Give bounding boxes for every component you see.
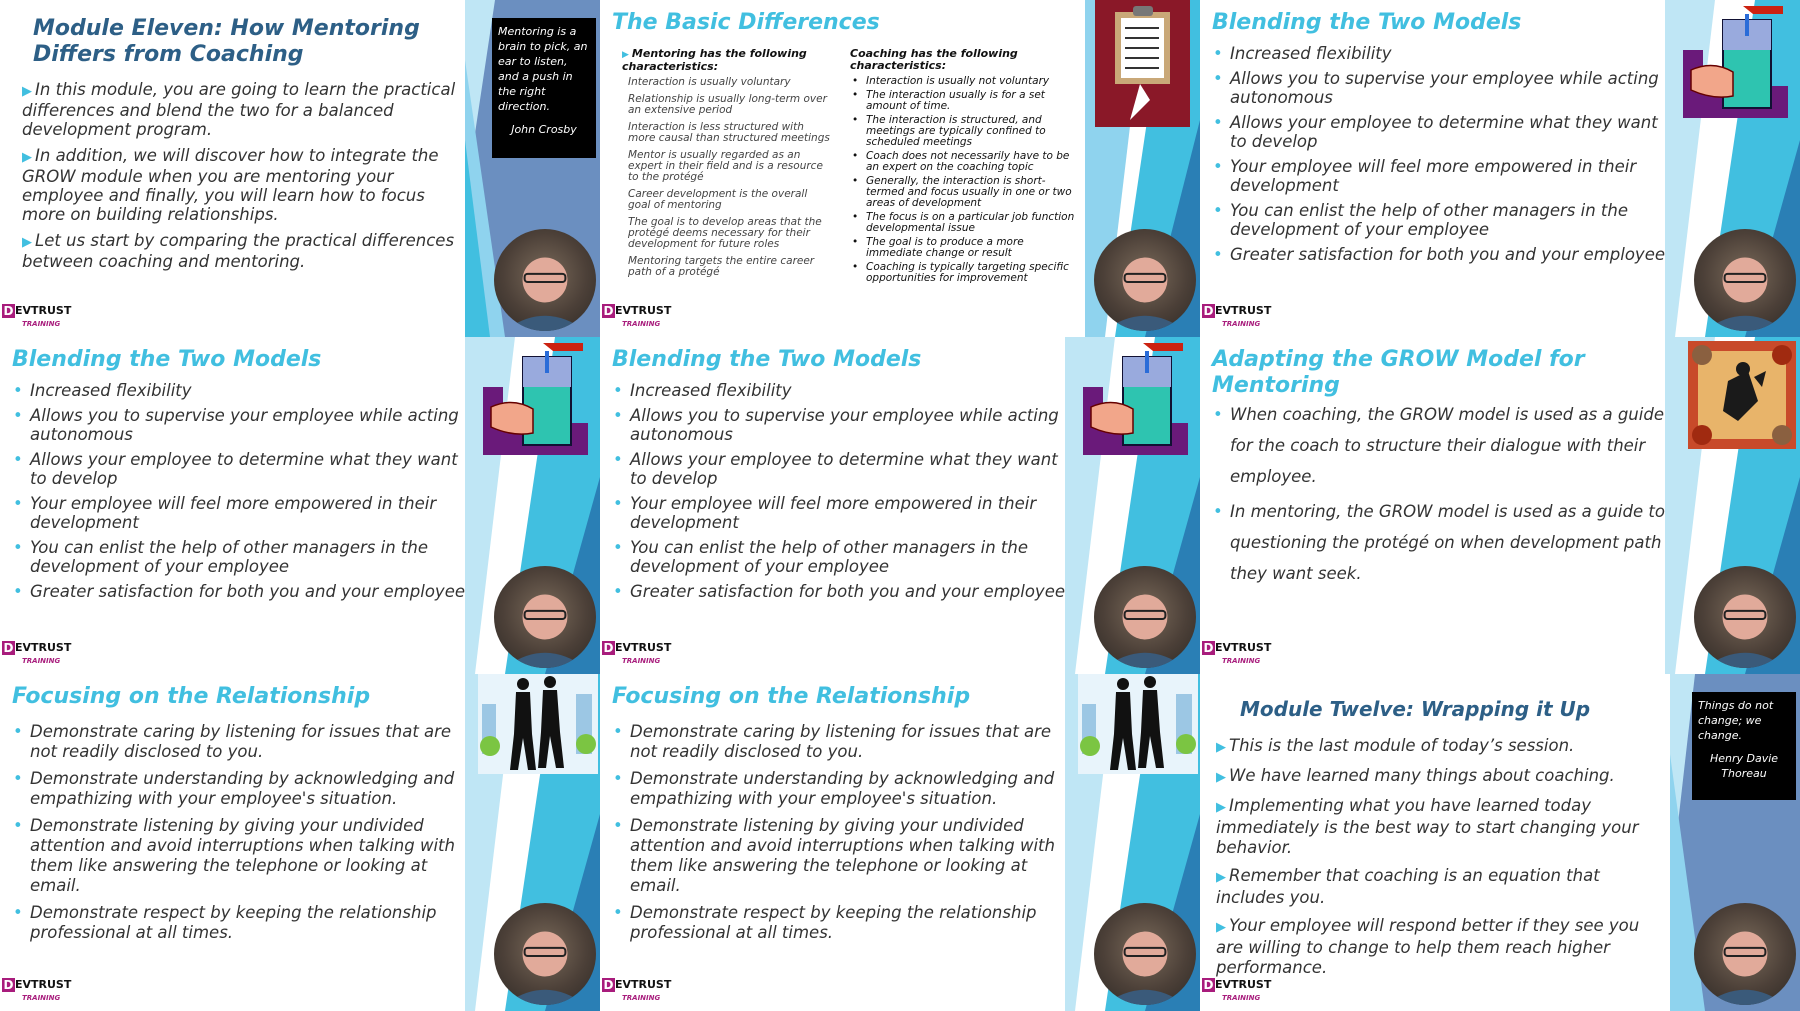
list-item: • Demonstrate understanding by acknowledging and empathizing with your employee's situation. [10,769,470,809]
devtrust-logo: D $^{EVTRUST}$ TRAINING [3,641,72,665]
list-item: • Greater satisfaction for both you and your employee [610,582,1070,601]
list-item: • Allows you to supervise your employee while acting autonomous [1210,69,1670,107]
list-item: • Demonstrate listening by giving your undivided attention and avoid interruptions when talking with them like answering the telephone or looking at email. [610,816,1070,896]
slide-title: Module Twelve: Wrapping it Up [1240,697,1591,721]
list-item: • Allows your employee to determine what they want to develop [1210,113,1670,151]
slide-title: Blending the Two Models [1212,10,1522,35]
list-item: • You can enlist the help of other managers in the development of your employee [610,538,1070,576]
list-item: • Greater satisfaction for both you and your employee [1210,245,1670,264]
slide-title: Module Eleven: How Mentoring Differs from Coaching [33,16,420,67]
paragraph: ▶ In addition, we will discover how to integrate the GROW module when you are mentoring your employee and finally, you will learn how to focus more on building relationships. [22,146,439,224]
presenter-webcam [1694,229,1796,331]
list-item: • Increased flexibility [610,381,1070,400]
list-item: • Demonstrate caring by listening for issues that are not readily disclosed to you. [10,722,470,762]
mentoring-header: ▶ Mentoring has the following characteristics: [622,47,807,73]
paragraph: ▶ This is the last module of today’s session. [1216,736,1575,755]
quote-text: Things do not change; we change. [1698,699,1774,742]
coaching-list [850,76,1080,284]
list-item: • Demonstrate respect by keeping the relationship professional at all times. [610,903,1070,943]
list-item: • Demonstrate caring by listening for issues that are not readily disclosed to you. [610,722,1070,762]
slide-title: Blending the Two Models [612,347,922,372]
slide-title: Focusing on the Relationship [12,684,371,709]
bullet-list [10,381,470,607]
quote-author: John Crosby [511,123,577,136]
list-item: • Coach does not necessarily have to be an expert on the coaching topic [850,151,1080,173]
list-item: • Demonstrate respect by keeping the relationship professional at all times. [10,903,470,943]
paragraph: ▶ We have learned many things about coaching. [1216,766,1615,785]
slide-basic-differences[interactable] [600,0,1200,337]
slide-blending-models[interactable] [1200,0,1800,337]
quote-box [492,18,596,158]
list-item: Mentor is usually regarded as an expert in their field and is a resource to the protégé [628,149,823,183]
list-item: • Allows you to supervise your employee while acting autonomous [610,406,1070,444]
list-item: Interaction is usually voluntary [628,76,791,88]
list-item: • Allows you to supervise your employee while acting autonomous [10,406,470,444]
bullet-list [10,722,470,949]
list-item: • You can enlist the help of other managers in the development of your employee [10,538,470,576]
quote-box [1692,692,1796,800]
quote-text: Mentoring is a brain to pick, an ear to listen, and a push in the right direction. [498,25,588,113]
devtrust-logo: D $^{EVTRUST}$ TRAINING [1203,641,1272,665]
devtrust-logo: D $^{EVTRUST}$ TRAINING [603,641,672,665]
coaching-column [850,48,1080,287]
slide-module-eleven[interactable] [0,0,600,337]
slide-module-twelve[interactable] [1200,674,1800,1011]
mentoring-list [612,77,832,278]
puzzle-people-icon [1688,341,1796,449]
presenter-webcam [1094,903,1196,1005]
slide-focusing-relationship[interactable] [600,674,1200,1011]
list-item: Career development is the overall goal of mentoring [628,188,808,211]
list-item: • Generally, the interaction is short-termed and focus usually in one or two areas of development [850,176,1080,209]
clipboard-icon [1095,0,1190,127]
list-item: • Interaction is usually not voluntary [850,76,1080,87]
bullet-list [610,381,1070,607]
list-item: • Your employee will feel more empowered in their development [610,494,1070,532]
list-item: • In mentoring, the GROW model is used as a guide to questioning the protégé on when development path they want seek. [1210,496,1670,589]
bullet-list [610,722,1070,949]
presenter-webcam [1094,566,1196,668]
list-item: Mentoring targets the entire career path of a protégé [628,255,815,278]
list-item: • Increased flexibility [10,381,470,400]
bullet-list [1210,44,1670,270]
slide-title: Focusing on the Relationship [612,684,971,709]
paragraph: ▶ Let us start by comparing the practical differences between coaching and mentoring. [22,231,455,271]
list-item: • Your employee will feel more empowered in their development [1210,157,1670,195]
list-item: • Demonstrate listening by giving your undivided attention and avoid interruptions when talking with them like answering the telephone or looking at email. [10,816,470,896]
devtrust-logo: D $^{EVTRUST}$ TRAINING [1203,304,1272,328]
list-item: • Coaching is typically targeting specific opportunities for improvement [850,262,1080,284]
list-item: • You can enlist the help of other managers in the development of your employee [1210,201,1670,239]
slide-body [22,80,470,277]
devtrust-logo: D $^{EVTRUST}$ TRAINING [603,978,672,1002]
slide-focusing-relationship[interactable] [0,674,600,1011]
business-people-icon [478,674,598,774]
slide-title: Blending the Two Models [12,347,322,372]
slide-title: Adapting the GROW Model for Mentoring [1212,347,1585,398]
slide-blending-models[interactable] [0,337,600,674]
slide-blending-models[interactable] [600,337,1200,674]
presenter-webcam [1694,903,1796,1005]
bullet-list [1210,399,1670,595]
devtrust-logo: D $^{EVTRUST}$ TRAINING [3,304,72,328]
beaker-icon [483,337,588,455]
list-item: • The focus is on a particular job function developmental issue [850,212,1080,234]
list-item: Relationship is usually long-term over an extensive period [628,93,827,116]
mentoring-column [612,48,832,284]
list-item: • When coaching, the GROW model is used as a guide for the coach to structure their dialogue with their employee. [1210,399,1670,492]
paragraph: ▶ Your employee will respond better if they see you are willing to change to help them reach higher performance. [1216,916,1640,977]
business-people-icon [1078,674,1198,774]
list-item: • Greater satisfaction for both you and your employee [10,582,470,601]
coaching-header: Coaching has the following characteristics: [850,47,1018,72]
slide-grow-model[interactable] [1200,337,1800,674]
presenter-webcam [494,903,596,1005]
beaker-icon [1083,337,1188,455]
devtrust-logo: D $^{EVTRUST}$ TRAINING [1203,978,1272,1002]
list-item: • The goal is to produce a more immediate change or result [850,237,1080,259]
list-item: • The interaction is structured, and meetings are typically confined to scheduled meetings [850,115,1080,148]
list-item: The goal is to develop areas that the protégé deems necessary for their development for future roles [628,216,822,250]
presenter-webcam [494,566,596,668]
list-item: • Demonstrate understanding by acknowledging and empathizing with your employee's situation. [610,769,1070,809]
beaker-icon [1683,0,1788,118]
paragraph: ▶ Implementing what you have learned today immediately is the best way to start changing your behavior. [1216,796,1639,857]
paragraph: ▶ In this module, you are going to learn the practical differences and blend the two for a balanced development program. [22,80,456,139]
slide-title: The Basic Differences [612,10,880,35]
presenter-webcam [1094,229,1196,331]
list-item: • Allows your employee to determine what they want to develop [10,450,470,488]
quote-author: Henry Davie Thoreau [1709,752,1779,780]
presenter-webcam [494,229,596,331]
devtrust-logo: D $^{EVTRUST}$ TRAINING [3,978,72,1002]
devtrust-logo: D $^{EVTRUST}$ TRAINING [603,304,672,328]
paragraph: ▶ Remember that coaching is an equation that includes you. [1216,866,1600,907]
list-item: • Your employee will feel more empowered in their development [10,494,470,532]
list-item: • Allows your employee to determine what they want to develop [610,450,1070,488]
slide-body [1216,736,1665,984]
list-item: Interaction is less structured with more causal than structured meetings [628,121,830,144]
list-item: • Increased flexibility [1210,44,1670,63]
presenter-webcam [1694,566,1796,668]
list-item: • The interaction usually is for a set amount of time. [850,90,1080,112]
